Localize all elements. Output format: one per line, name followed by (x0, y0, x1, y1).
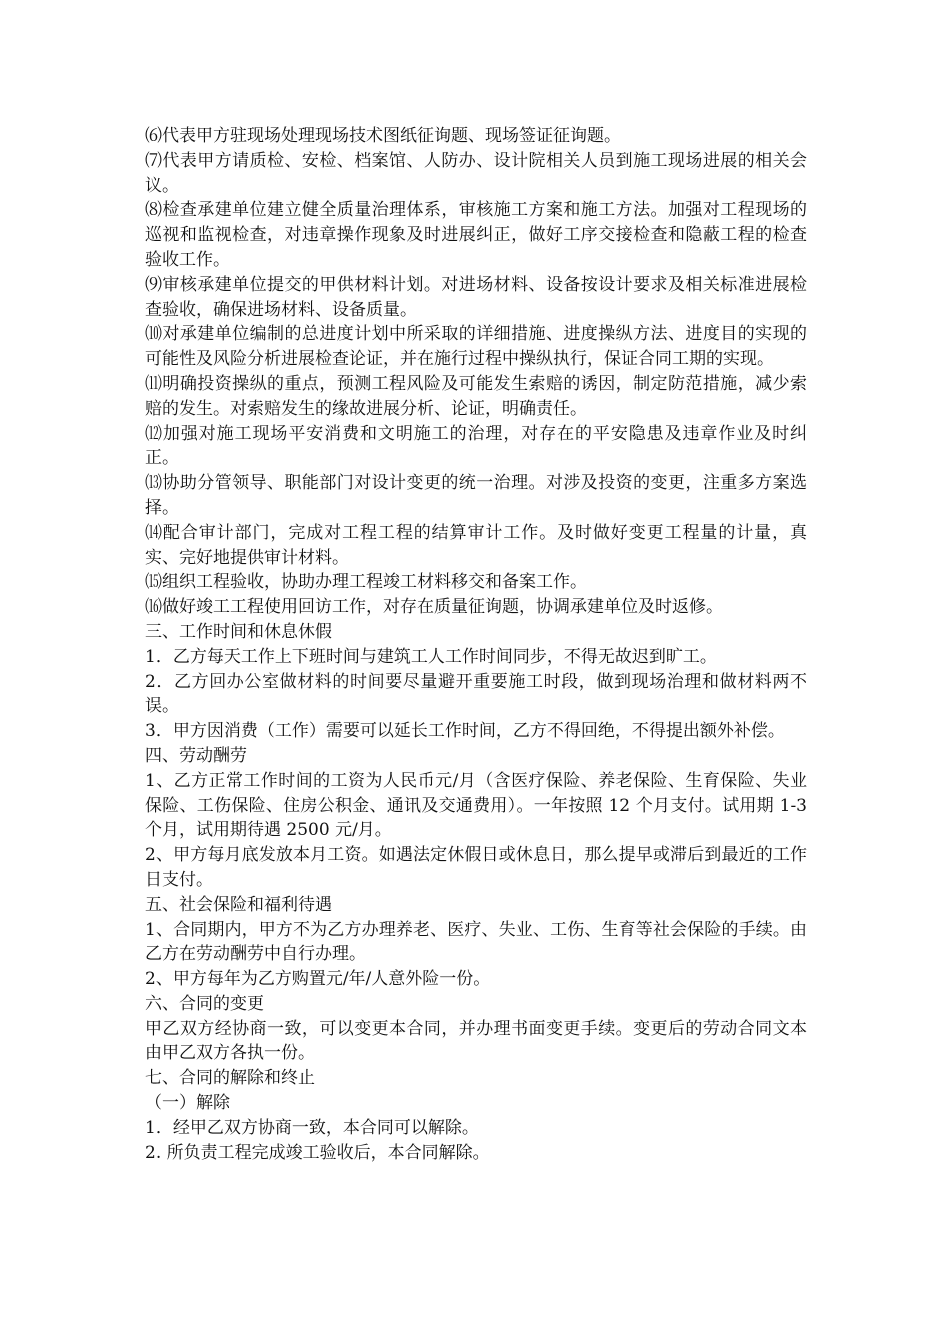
work-hours-item-3: 3．甲方因消费（工作）需要可以延长工作时间，乙方不得回绝，不得提出额外补偿。 (145, 721, 785, 742)
clause-11: ⑾明确投资操纵的重点，预测工程风险及可能发生索赔的诱因，制定防范措施，减少索赔的发生。对索赔发生的缘故进展分析、论证，明确责任。 (145, 373, 807, 419)
section-heading-remuneration: 四、劳动酬劳 (145, 745, 247, 766)
clause-13: ⒀协助分管领导、职能部门对设计变更的统一治理。对涉及投资的变更，注重多方案选择。 (145, 473, 807, 518)
clause-8: ⑻检查承建单位建立健全质量治理体系，审核施工方案和施工方法。加强对工程现场的巡视和监视检查，对违章操作现象及时进展纠正，做好工序交接检查和隐蔽工程的检查验收工作。 (145, 200, 807, 270)
clause-16: ⒃做好竣工工程使用回访工作，对存在质量征询题，协调承建单位及时返修。 (145, 597, 723, 618)
remuneration-item-2: 2、甲方每月底发放本月工资。如遇法定休假日或休息日，那么提早或滞后到最近的工作日支付。 (145, 845, 807, 890)
insurance-item-2: 2、甲方每年为乙方购置元/年/人意外险一份。 (145, 969, 491, 990)
clause-10: ⑽对承建单位编制的总进度计划中所采取的详细措施、进度操纵方法、进度目的实现的可能性及风险分析进展检查论证，并在施行过程中操纵执行，保证合同工期的实现。 (145, 324, 807, 370)
dissolution-item-1: 1．经甲乙双方协商一致，本合同可以解除。 (145, 1117, 479, 1138)
section-heading-insurance: 五、社会保险和福利待遇 (145, 894, 332, 915)
dissolution-item-2: 2. 所负责工程完成竣工验收后，本合同解除。 (145, 1142, 490, 1163)
subsection-heading-dissolution: （一）解除 (145, 1093, 230, 1114)
clause-6: ⑹代表甲方驻现场处理现场技术图纸征询题、现场签证征询题。 (145, 126, 621, 146)
document-body (145, 124, 807, 1165)
clause-14: ⒁配合审计部门，完成对工程工程的结算审计工作。及时做好变更工程量的计量，真实、完好地提供审计材料。 (145, 522, 807, 568)
section-heading-contract-change: 六、合同的变更 (145, 993, 264, 1014)
clause-7: ⑺代表甲方请质检、安检、档案馆、人防办、设计院相关人员到施工现场进展的相关会议。 (145, 150, 807, 196)
clause-9: ⑼审核承建单位提交的甲供材料计划。对进场材料、设备按设计要求及相关标准进展检查验收，确保进场材料、设备质量。 (145, 274, 807, 320)
clause-15: ⒂组织工程验收，协助办理工程竣工材料移交和备案工作。 (145, 572, 587, 593)
section-heading-work-hours: 三、工作时间和休息休假 (145, 621, 332, 642)
contract-change-text: 甲乙双方经协商一致，可以变更本合同，并办理书面变更手续。变更后的劳动合同文本由甲乙双方各执一份。 (145, 1018, 807, 1064)
remuneration-item-1: 1、乙方正常工作时间的工资为人民币元/月（含医疗保险、养老保险、生育保险、失业保险、工伤保险、住房公积金、通讯及交通费用）。一年按照 12 个月支付。试用期 1-3 个月，试用期待遇 2500 元/月。 (145, 770, 807, 841)
section-heading-termination: 七、合同的解除和终止 (145, 1068, 315, 1089)
insurance-item-1: 1、合同期内，甲方不为乙方办理养老、医疗、失业、工伤、生育等社会保险的手续。由乙方在劳动酬劳中自行办理。 (145, 919, 807, 965)
work-hours-item-1: 1．乙方每天工作上下班时间与建筑工人工作时间同步，不得无故迟到旷工。 (145, 646, 717, 667)
clause-12: ⑿加强对施工现场平安消费和文明施工的治理，对存在的平安隐患及违章作业及时纠正。 (145, 423, 807, 469)
work-hours-item-2: 2．乙方回办公室做材料的时间要尽量避开重要施工时段，做到现场治理和做材料两不误。 (145, 671, 807, 717)
